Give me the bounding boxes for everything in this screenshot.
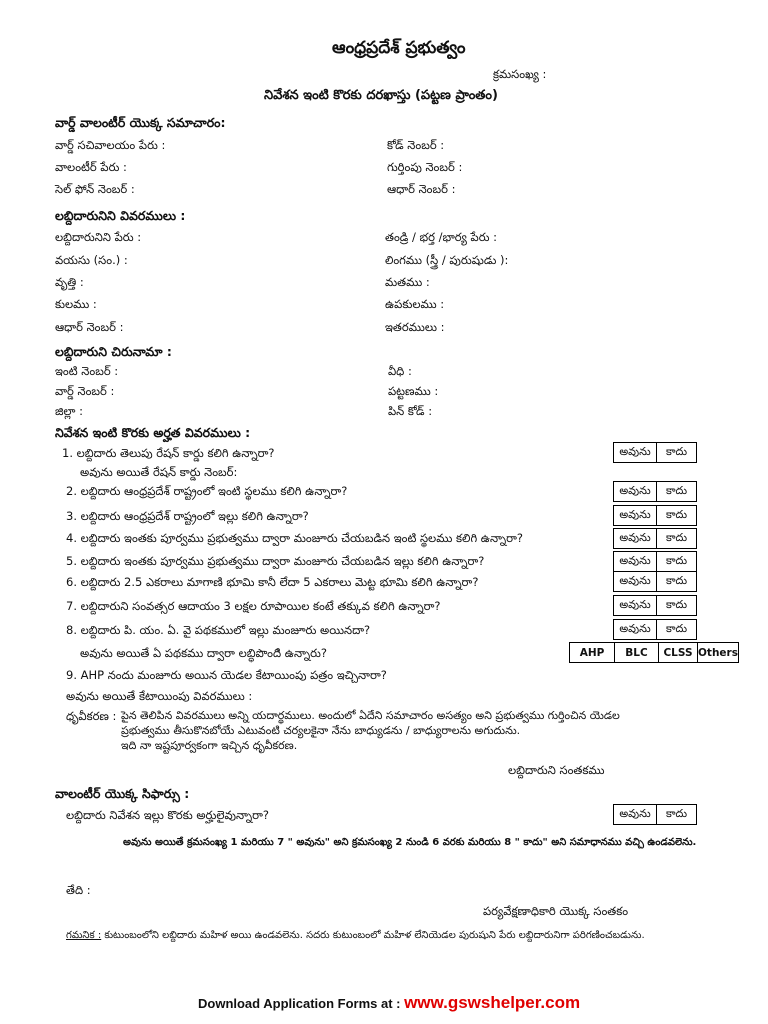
yes-no-box-4[interactable] (613, 528, 697, 549)
serial-number-label: క్రమసంఖ్య : (493, 67, 547, 81)
field-label: వయసు (సం.) : (55, 253, 128, 267)
yes-no-box-8[interactable] (613, 619, 697, 640)
field-label: గుర్తింపు నెంబర్ : (387, 160, 463, 174)
yes-option[interactable]: అవును (619, 483, 651, 497)
yes-option[interactable]: అవును (619, 444, 651, 458)
field-label: వార్డ్ సచివాలయం పేరు : (55, 138, 166, 152)
no-option[interactable]: కాదు (656, 620, 696, 639)
no-option[interactable]: కాదు (656, 443, 696, 462)
question-4: 4. లబ్దిదారు ఇంతకు పూర్వము ప్రభుత్వము ద్వారా మంజూరు చేయబడిన ఇంటి స్థలము కలిగి ఉన్నారా? (66, 531, 524, 545)
question-3: 3. లబ్దిదారు ఆంధ్రప్రదేశ్ రాష్ట్రంలో ఇల్లు కలిగి ఉన్నారా? (66, 509, 309, 523)
no-option[interactable]: కాదు (656, 596, 696, 615)
question-5: 5. లబ్దిదారు ఇంతకు పూర్వము ప్రభుత్వము ద్వారా మంజూరు చేయబడిన ఇల్లు కలిగి ఉన్నారా? (66, 554, 485, 568)
field-label: మతము : (385, 275, 430, 289)
no-option[interactable]: కాదు (656, 482, 696, 501)
field-label: తండ్రి / భర్త /భార్య పేరు : (385, 230, 498, 244)
question-6: 6. లబ్దిదారు 2.5 ఎకరాలు మాగాణి భూమి కానీ లేదా 5 ఎకరాలు మెట్ట భూమి కలిగి ఉన్నారా? (66, 575, 479, 589)
note-text: కుటుంబంలోని లబ్దిదారు మహిళ అయి ఉండవలెను. సదరు కుటుంబంలో మహిళ లేనియెడల పురుషుని పేరు లబ్దిదారునిగా పరిగణించబడును. (101, 930, 645, 941)
yes-no-box-7[interactable] (613, 595, 697, 616)
yes-option[interactable]: అవును (619, 573, 651, 587)
yes-option[interactable]: అవును (619, 597, 651, 611)
field-label: జిల్లా : (55, 404, 83, 418)
field-label: లింగము (స్త్రీ / పురుషుడు ): (385, 253, 509, 267)
yes-no-box-1[interactable] (613, 442, 697, 463)
recommendation-heading: వాలంటీర్ యొక్క సిఫార్సు : (55, 786, 190, 801)
field-label: పట్టణము : (388, 384, 439, 398)
footer (198, 993, 580, 1013)
declaration-label: ధృవీకరణ : (66, 709, 117, 723)
no-option[interactable]: కాదు (656, 552, 696, 571)
field-label: లబ్దిదారునిని పేరు : (55, 230, 142, 244)
beneficiary-signature-label: లబ్దిదారుని సంతకము (508, 763, 605, 777)
yes-option[interactable]: అవును (619, 621, 651, 635)
beneficiary-section-heading: లబ్దిదారునిని వివరములు : (55, 208, 186, 223)
field-label: వృత్తి : (55, 275, 84, 289)
declaration-line-1: పైన తెలిపిన వివరములు అన్ని యదార్థములు. అందులో ఏదేని సమాచారం అసత్యం అని ప్రభుత్వము గుర్తించిన యెడల (121, 709, 620, 722)
yes-no-box-2[interactable] (613, 481, 697, 502)
footer-prefix: Download Application Forms at : (198, 996, 405, 1011)
allotment-followup: అవును అయితే కేటాయింపు వివరములు : (66, 689, 253, 703)
date-label: తేది : (66, 883, 91, 897)
question-8: 8. లబ్దిదారు పి. యం. ఏ. వై పథకములో ఇల్లు మంజూరు అయినదా? (66, 623, 371, 637)
yes-option[interactable]: అవును (619, 530, 651, 544)
field-label: ఇతరములు : (385, 320, 445, 334)
note-label: గమనిక : (66, 930, 102, 941)
field-label: ఉపకులము : (385, 297, 445, 311)
scheme-options-box[interactable] (569, 642, 739, 663)
option-ahp[interactable]: AHP (579, 646, 605, 659)
field-label: పిన్ కోడ్ : (388, 404, 433, 418)
option-clss[interactable]: CLSS (658, 643, 697, 662)
no-option[interactable]: కాదు (656, 805, 696, 824)
note (66, 929, 645, 943)
no-option[interactable]: కాదు (656, 529, 696, 548)
field-label: వార్డ్ నెంబర్ : (55, 384, 115, 398)
eligibility-condition: అవును అయితే క్రమసంఖ్య 1 మరియు 7 " అవును" అని క్రమసంఖ్య 2 నుండి 6 వరకు మరియు 8 " కాదు" అని సమాధానము వచ్చి ఉండవలెను. (123, 837, 697, 848)
ration-card-followup: అవును అయితే రేషన్ కార్డు నెంబర్: (80, 465, 238, 479)
form-subtitle: నివేశన ఇంటి కొరకు దరఖాస్తు (పట్టణ ప్రాంతం) (264, 88, 498, 103)
yes-no-box-recommendation[interactable] (613, 804, 697, 825)
no-option[interactable]: కాదు (656, 506, 696, 525)
option-blc[interactable]: BLC (614, 643, 658, 662)
option-others[interactable]: Others (697, 643, 738, 662)
volunteer-section-heading: వార్డ్ వాలంటీర్ యొక్క సమాచారం: (55, 115, 226, 130)
supervisor-signature-label: పర్యవేక్షణాధికారి యొక్క సంతకం (483, 904, 629, 918)
question-1: 1. లబ్దిదారు తెలుపు రేషన్ కార్డు కలిగి ఉన్నారా? (62, 446, 275, 460)
declaration-line-3: ఇది నా ఇష్టపూర్వకంగా ఇచ్చిన ధృవీకరణ. (121, 739, 298, 752)
yes-option[interactable]: అవును (619, 806, 651, 820)
eligibility-section-heading: నివేశన ఇంటి కొరకు అర్హత వివరములు : (55, 425, 251, 440)
no-option[interactable]: కాదు (656, 572, 696, 591)
eligibility-question: లబ్దిదారు నివేశన ఇల్లు కొరకు అర్హులైవున్నారా? (66, 808, 269, 822)
declaration-line-2: ప్రభుత్వము తీసుకొనబోయే ఎటువంటి చర్యలకైనా నేను బాధ్యుడను / బాధ్యురాలను అగుదును. (121, 724, 521, 737)
field-label: సెల్ ఫోన్ నెంబర్ : (55, 182, 135, 196)
question-7: 7. లబ్దిదారుని సంవత్సర ఆదాయం 3 లక్షల రూపాయిల కంటే తక్కువ కలిగి ఉన్నారా? (66, 599, 441, 613)
field-label: ఆధార్ నెంబర్ : (55, 320, 124, 334)
yes-no-box-5[interactable] (613, 551, 697, 572)
question-2: 2. లబ్దిదారు ఆంధ్రప్రదేశ్ రాష్ట్రంలో ఇంటి స్థలము కలిగి ఉన్నారా? (66, 484, 348, 498)
yes-no-box-6[interactable] (613, 571, 697, 592)
footer-link[interactable]: www.gswshelper.com (404, 993, 581, 1012)
field-label: ఆధార్ నెంబర్ : (387, 182, 456, 196)
field-label: కోడ్ నెంబర్ : (387, 138, 445, 152)
yes-no-box-3[interactable] (613, 505, 697, 526)
form-title: ఆంధ్రప్రదేశ్ ప్రభుత్వం (332, 38, 466, 58)
question-9: 9. AHP నందు మంజూరు అయిన యెడల కేటాయింపు పత్రం ఇచ్చినారా? (66, 668, 387, 682)
yes-option[interactable]: అవును (619, 553, 651, 567)
address-section-heading: లబ్దిదారుని చిరునామా : (55, 344, 172, 359)
field-label: ఇంటి నెంబర్ : (55, 364, 119, 378)
field-label: కులము : (55, 297, 97, 311)
field-label: వీధి : (388, 364, 412, 378)
scheme-followup: అవును అయితే ఏ పథకము ద్వారా లబ్ధిపొందిి ఉన్నారు? (80, 646, 328, 660)
yes-option[interactable]: అవును (619, 507, 651, 521)
field-label: వాలంటీర్ పేరు : (55, 160, 127, 174)
